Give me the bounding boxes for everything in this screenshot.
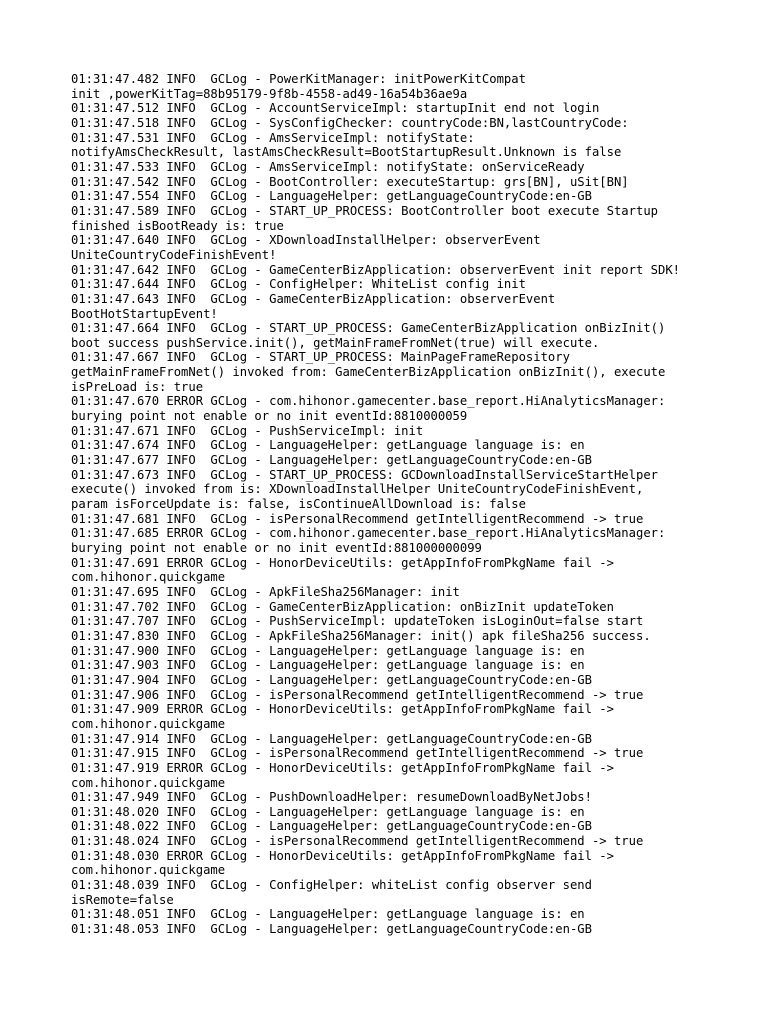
log-line: 01:31:47.670 ERROR GCLog - com.hihonor.gamecenter.base_report.HiAnalyticsManager: — [71, 394, 666, 409]
log-line: 01:31:47.691 ERROR GCLog - HonorDeviceUtils: getAppInfoFromPkgName fail -> — [71, 555, 614, 570]
log-line: execute() invoked from is: XDownloadInstallHelper UniteCountryCodeFinishEvent, — [71, 482, 644, 497]
log-line: 01:31:47.531 INFO GCLog - AmsServiceImpl: notifyState: — [71, 130, 475, 145]
log-line: isPreLoad is: true — [71, 379, 204, 394]
log-line: 01:31:48.022 INFO GCLog - LanguageHelper: getLanguageCountryCode:en-GB — [71, 819, 592, 834]
log-line: 01:31:47.830 INFO GCLog - ApkFileSha256Manager: init() apk fileSha256 success. — [71, 628, 651, 643]
log-line: getMainFrameFromNet() invoked from: GameCenterBizApplication onBizInit(), execute — [71, 365, 666, 380]
log-line: 01:31:47.640 INFO GCLog - XDownloadInstallHelper: observerEvent — [71, 233, 541, 248]
log-line: burying point not enable or no init eventId:8810000059 — [71, 409, 468, 424]
log-line: 01:31:47.900 INFO GCLog - LanguageHelper: getLanguage language is: en — [71, 643, 585, 658]
log-line: 01:31:47.674 INFO GCLog - LanguageHelper: getLanguage language is: en — [71, 438, 585, 453]
log-line: 01:31:48.030 ERROR GCLog - HonorDeviceUtils: getAppInfoFromPkgName fail -> — [71, 848, 614, 863]
log-line: 01:31:47.644 INFO GCLog - ConfigHelper: WhiteList config init — [71, 277, 526, 292]
log-line: 01:31:47.554 INFO GCLog - LanguageHelper: getLanguageCountryCode:en-GB — [71, 189, 592, 204]
log-line: 01:31:47.904 INFO GCLog - LanguageHelper: getLanguageCountryCode:en-GB — [71, 672, 592, 687]
log-line: UniteCountryCodeFinishEvent! — [71, 247, 277, 262]
log-line: 01:31:47.909 ERROR GCLog - HonorDeviceUtils: getAppInfoFromPkgName fail -> — [71, 702, 614, 717]
log-line: boot success pushService.init(), getMainFrameFromNet(true) will execute. — [71, 335, 600, 350]
log-line: 01:31:47.906 INFO GCLog - isPersonalRecommend getIntelligentRecommend -> true — [71, 687, 644, 702]
log-line: 01:31:47.903 INFO GCLog - LanguageHelper: getLanguage language is: en — [71, 658, 585, 673]
log-line: param isForceUpdate is: false, isContinueAllDownload is: false — [71, 497, 526, 512]
log-line: 01:31:47.685 ERROR GCLog - com.hihonor.gamecenter.base_report.HiAnalyticsManager: — [71, 526, 666, 541]
log-line: 01:31:47.512 INFO GCLog - AccountServiceImpl: startupInit end not login — [71, 101, 600, 116]
log-line: BootHotStartupEvent! — [71, 306, 218, 321]
log-line: 01:31:47.677 INFO GCLog - LanguageHelper: getLanguageCountryCode:en-GB — [71, 453, 592, 468]
log-line: com.hihonor.quickgame — [71, 775, 226, 790]
log-line: 01:31:47.667 INFO GCLog - START_UP_PROCESS: MainPageFrameRepository — [71, 350, 570, 365]
log-line: 01:31:48.053 INFO GCLog - LanguageHelper: getLanguageCountryCode:en-GB — [71, 922, 592, 937]
log-line: 01:31:48.020 INFO GCLog - LanguageHelper: getLanguage language is: en — [71, 804, 585, 819]
log-line: 01:31:47.914 INFO GCLog - LanguageHelper: getLanguageCountryCode:en-GB — [71, 731, 592, 746]
log-line: com.hihonor.quickgame — [71, 863, 226, 878]
log-line: init ,powerKitTag=88b95179-9f8b-4558-ad49-16a54b36ae9a — [71, 86, 468, 101]
log-line: 01:31:47.542 INFO GCLog - BootController: executeStartup: grs[BN], uSit[BN] — [71, 174, 629, 189]
log-line: 01:31:47.949 INFO GCLog - PushDownloadHelper: resumeDownloadByNetJobs! — [71, 790, 592, 805]
log-line: com.hihonor.quickgame — [71, 570, 226, 585]
log-document — [71, 72, 761, 937]
log-line: 01:31:47.671 INFO GCLog - PushServiceImpl: init — [71, 423, 424, 438]
log-line: 01:31:47.681 INFO GCLog - isPersonalRecommend getIntelligentRecommend -> true — [71, 511, 644, 526]
log-line: 01:31:47.702 INFO GCLog - GameCenterBizApplication: onBizInit updateToken — [71, 599, 614, 614]
log-line: 01:31:47.707 INFO GCLog - PushServiceImpl: updateToken isLoginOut=false start — [71, 614, 644, 629]
log-line: 01:31:47.915 INFO GCLog - isPersonalRecommend getIntelligentRecommend -> true — [71, 746, 644, 761]
log-line: finished isBootReady is: true — [71, 218, 284, 233]
log-line: 01:31:47.482 INFO GCLog - PowerKitManager: initPowerKitCompat — [71, 72, 526, 86]
log-line: 01:31:47.673 INFO GCLog - START_UP_PROCESS: GCDownloadInstallServiceStartHelper — [71, 467, 658, 482]
log-line: 01:31:47.919 ERROR GCLog - HonorDeviceUtils: getAppInfoFromPkgName fail -> — [71, 760, 614, 775]
log-line: com.hihonor.quickgame — [71, 716, 226, 731]
log-line: 01:31:48.024 INFO GCLog - isPersonalRecommend getIntelligentRecommend -> true — [71, 834, 644, 849]
log-line: 01:31:47.518 INFO GCLog - SysConfigChecker: countryCode:BN,lastCountryCode: — [71, 115, 629, 130]
log-line: 01:31:47.664 INFO GCLog - START_UP_PROCESS: GameCenterBizApplication onBizInit() — [71, 321, 666, 336]
log-line: 01:31:47.643 INFO GCLog - GameCenterBizApplication: observerEvent — [71, 291, 556, 306]
log-line: 01:31:47.695 INFO GCLog - ApkFileSha256Manager: init — [71, 584, 460, 599]
log-line: 01:31:47.589 INFO GCLog - START_UP_PROCESS: BootController boot execute Startup — [71, 203, 658, 218]
log-line: 01:31:47.642 INFO GCLog - GameCenterBizApplication: observerEvent init report SDK! — [71, 262, 681, 277]
log-line: 01:31:47.533 INFO GCLog - AmsServiceImpl: notifyState: onServiceReady — [71, 159, 585, 174]
log-line: 01:31:48.039 INFO GCLog - ConfigHelper: whiteList config observer send — [71, 878, 592, 893]
log-line: notifyAmsCheckResult, lastAmsCheckResult=BootStartupResult.Unknown is false — [71, 145, 622, 160]
log-line: isRemote=false — [71, 892, 174, 907]
log-line: burying point not enable or no init eventId:881000000099 — [71, 541, 482, 555]
log-line: 01:31:48.051 INFO GCLog - LanguageHelper: getLanguage language is: en — [71, 907, 585, 922]
